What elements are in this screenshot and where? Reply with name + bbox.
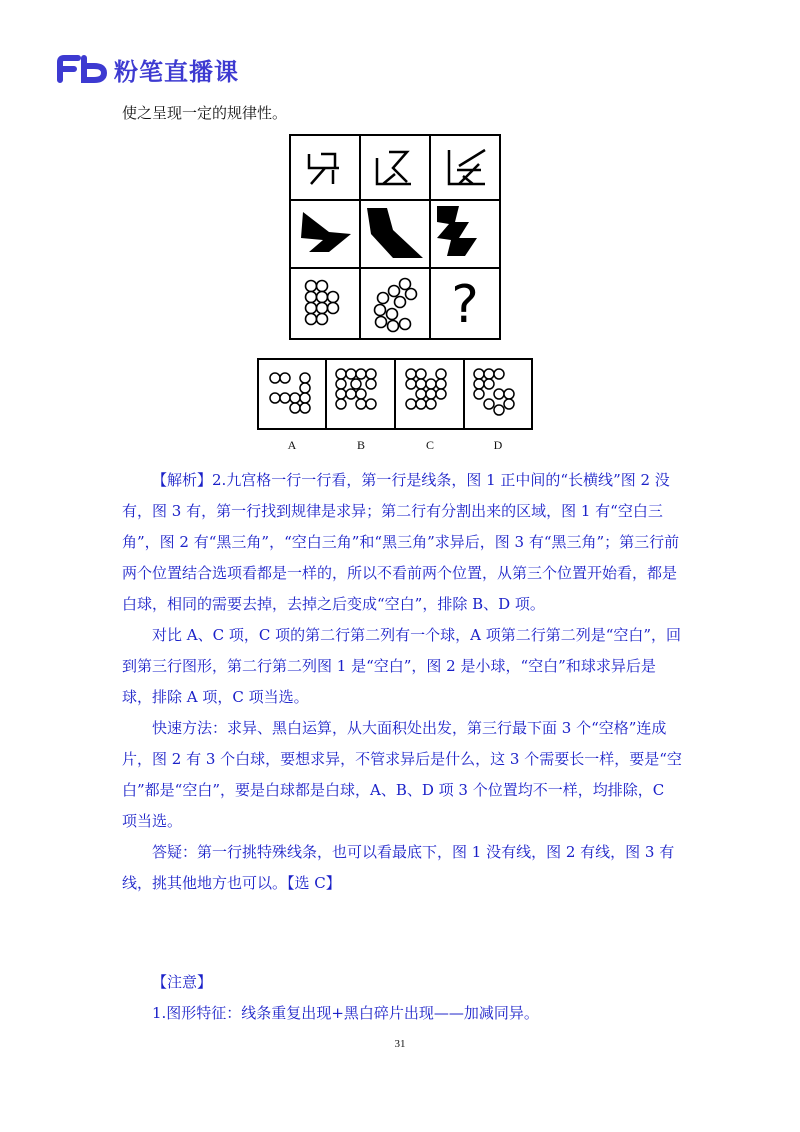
puzzle-grid: [289, 134, 501, 340]
question-mark: ?: [451, 275, 479, 335]
analysis-paragraph-1: 【解析】2.九宫格一行一行看，第一行是线条，图 1 正中间的“长横线”图 2 没有，图 3 有，第一行找到规律是求异；第二行有分割出来的区域，图 1 有“空白三角”，图 2 有“黑三角”，“空白三角”和“黑三角”求异后，图 3 有“黑三角”；第三行前两个位置结合选项看都是一样的，所以不看前两个位置，从第三个位置开始看，都是白球，相同的需要去掉，去掉之后变成“空白”，排除 B、D 项。: [122, 471, 680, 613]
analysis-paragraph-3: 快速方法：求异、黑白运算，从大面积处出发，第三行最下面 3 个“空格”连成片，图 2 有 3 个白球，要想求异，不管求异后是什么，这 3 个需要长一样，要是“空白”都是“空白”，要是白球都是白球，A、B、D 项 3 个位置均不一样，均排除，C 项当选。: [122, 719, 682, 830]
note-section: [122, 967, 682, 1029]
analysis-paragraph-4: 答疑：第一行挑特殊线条，也可以看最底下，图 1 没有线，图 2 有线，图 3 有线，挑其他地方也可以。【选 C】: [122, 843, 675, 892]
option-b-figure: [336, 369, 376, 409]
option-label-a: A: [287, 438, 297, 452]
page-number: 31: [394, 1038, 406, 1050]
analysis-paragraph-2: 对比 A、C 项，C 项的第二行第二列有一个球，A 项第二行第二列是“空白”，回到第三行图形，第二行第二列图 1 是“空白”，图 2 是小球，“空白”和球求异后是球，排除 A 项，C 项当选。: [122, 626, 682, 706]
logo-text: 粉笔直播课: [114, 57, 239, 86]
option-figures: [257, 358, 533, 430]
intro-text: 使之呈现一定的规律性。: [122, 104, 288, 122]
option-label-c: C: [425, 438, 434, 452]
fb-logo-icon: [56, 54, 108, 84]
note-heading: 【注意】: [152, 973, 213, 991]
note-item-1: 1.图形特征：线条重复出现+黑白碎片出现——加减同异。: [152, 1004, 539, 1022]
brand-logo: [56, 52, 239, 86]
option-label-d: D: [493, 438, 503, 452]
option-labels: [257, 438, 533, 458]
option-label-b: B: [356, 438, 365, 452]
analysis-section: [122, 465, 682, 899]
